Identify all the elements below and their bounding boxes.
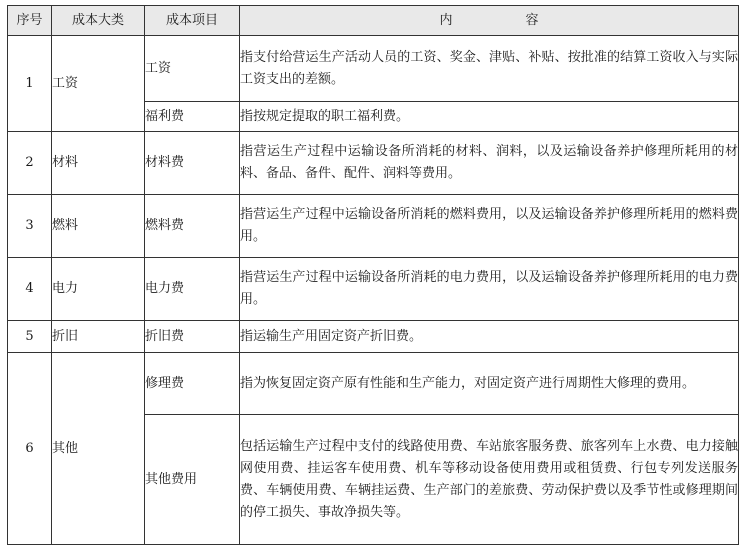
table-row bbox=[8, 36, 739, 102]
row-item: 工资 bbox=[145, 36, 240, 102]
table-header-row bbox=[8, 6, 739, 36]
row-item: 折旧费 bbox=[145, 321, 240, 353]
row-description: 指为恢复固定资产原有性能和生产能力，对固定资产进行周期性大修理的费用。 bbox=[240, 353, 739, 415]
row-seq: 5 bbox=[8, 321, 52, 353]
row-category: 工资 bbox=[52, 36, 145, 132]
row-seq: 3 bbox=[8, 195, 52, 258]
row-seq: 2 bbox=[8, 132, 52, 195]
row-description: 指按规定提取的职工福利费。 bbox=[240, 102, 739, 132]
row-description: 指运输生产用固定资产折旧费。 bbox=[240, 321, 739, 353]
table-row bbox=[8, 258, 739, 321]
row-description: 指支付给营运生产活动人员的工资、奖金、津贴、补贴、按批准的结算工资收入与实际工资支出的差额。 bbox=[240, 36, 739, 102]
row-description: 指营运生产过程中运输设备所消耗的电力费用，以及运输设备养护修理所耗用的电力费用。 bbox=[240, 258, 739, 321]
row-description: 包括运输生产过程中支付的线路使用费、车站旅客服务费、旅客列车上水费、电力接触网使用费、挂运客车使用费、机车等移动设备使用费用或租赁费、行包专列发送服务费、车辆使用费、车辆挂运费、生产部门的差旅费、劳动保护费以及季节性或修理期间的停工损失、事故净损失等。 bbox=[240, 415, 739, 545]
header-seq: 序号 bbox=[8, 6, 52, 36]
row-category: 折旧 bbox=[52, 321, 145, 353]
header-item: 成本项目 bbox=[145, 6, 240, 36]
row-category: 燃料 bbox=[52, 195, 145, 258]
header-category: 成本大类 bbox=[52, 6, 145, 36]
table-row bbox=[8, 132, 739, 195]
row-description: 指营运生产过程中运输设备所消耗的燃料费用，以及运输设备养护修理所耗用的燃料费用。 bbox=[240, 195, 739, 258]
cost-classification-table bbox=[7, 5, 739, 545]
row-seq: 6 bbox=[8, 353, 52, 545]
row-item: 修理费 bbox=[145, 353, 240, 415]
row-category: 电力 bbox=[52, 258, 145, 321]
header-content bbox=[240, 6, 739, 36]
row-item: 材料费 bbox=[145, 132, 240, 195]
row-description: 指营运生产过程中运输设备所消耗的材料、润料，以及运输设备养护修理所耗用的材料、备品、备件、配件、润料等费用。 bbox=[240, 132, 739, 195]
row-seq: 1 bbox=[8, 36, 52, 132]
row-category: 材料 bbox=[52, 132, 145, 195]
table-row bbox=[8, 353, 739, 415]
row-item: 其他费用 bbox=[145, 415, 240, 545]
table-row bbox=[8, 321, 739, 353]
row-item: 燃料费 bbox=[145, 195, 240, 258]
row-category: 其他 bbox=[52, 353, 145, 545]
row-item: 福利费 bbox=[145, 102, 240, 132]
table-row bbox=[8, 195, 739, 258]
row-seq: 4 bbox=[8, 258, 52, 321]
row-item: 电力费 bbox=[145, 258, 240, 321]
header-content-label: 内 容 bbox=[439, 12, 569, 28]
